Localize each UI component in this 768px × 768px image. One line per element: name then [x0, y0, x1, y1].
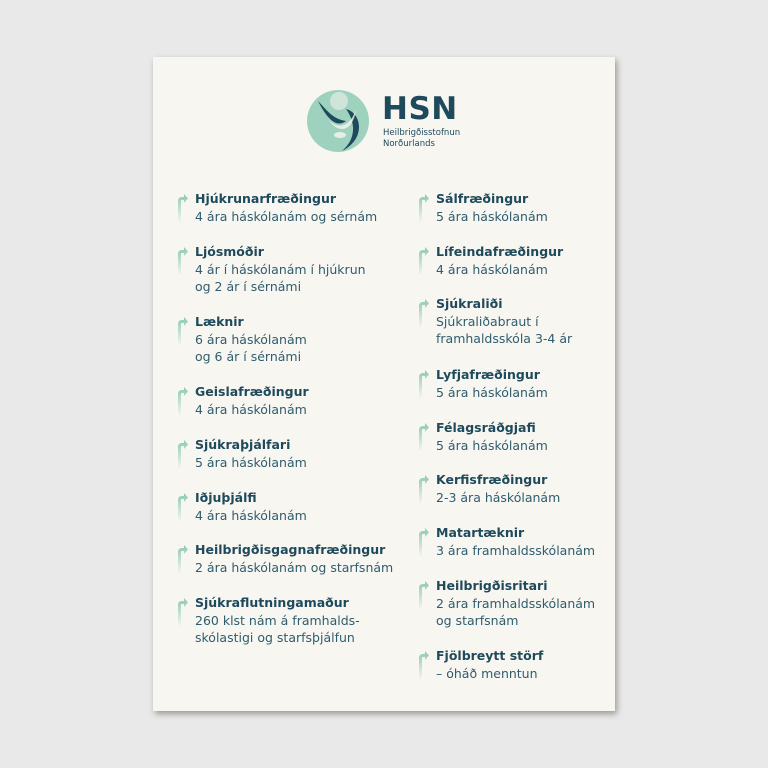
list-item: [436, 243, 646, 278]
item-description: 3 ára framhaldsskólanám: [436, 542, 596, 558]
item-title: Iðjuþjálfi: [195, 490, 257, 505]
arrow-icon: [417, 246, 429, 280]
arrow-icon: [417, 422, 429, 456]
item-description: framhaldsskóla 3-4 ár: [436, 331, 573, 346]
arrow-icon: [176, 439, 188, 473]
item-title: Læknir: [195, 314, 244, 329]
item-description: 5 ára háskólanám: [436, 208, 548, 224]
list-item: [436, 190, 646, 225]
arrow-icon: [417, 474, 429, 508]
item-description: – óháð menntun: [436, 665, 538, 681]
item-description: 4 ára háskólanám: [195, 401, 307, 417]
hsn-logo-icon: [306, 89, 370, 153]
item-title: Ljósmóðir: [195, 244, 264, 259]
logo-subtitle-2: Norðurlands: [383, 139, 435, 149]
item-title: Lyfjafræðingur: [436, 367, 540, 382]
item-description: og starfsnám: [436, 613, 519, 628]
item-title: Hjúkrunarfræðingur: [195, 191, 337, 206]
list-item: [195, 383, 405, 418]
list-item: [195, 243, 405, 296]
item-title: Sjúkraliði: [436, 296, 503, 311]
item-description: 4 ára háskólanám: [436, 261, 548, 277]
arrow-icon: [417, 527, 429, 561]
item-title: Fjölbreytt störf: [436, 648, 544, 663]
arrow-icon: [176, 597, 188, 631]
item-description: 2-3 ára háskólanám: [436, 489, 561, 505]
arrow-icon: [176, 246, 188, 280]
item-title: Heilbrigðisritari: [436, 578, 548, 593]
item-description: og 6 ár í sérnámi: [195, 349, 302, 364]
arrow-icon: [176, 193, 188, 227]
item-description: 5 ára háskólanám: [195, 454, 307, 470]
logo-subtitle-1: Heilbrigðisstofnun: [383, 128, 461, 138]
item-description: 260 klst nám á framhalds-: [195, 612, 360, 628]
logo-wordmark: HSN: [382, 91, 458, 127]
item-description: 2 ára háskólanám og starfsnám: [195, 559, 394, 575]
item-title: Heilbrigðisgagnafræðingur: [195, 542, 386, 557]
arrow-icon: [417, 193, 429, 227]
list-item: [436, 577, 646, 630]
item-description: Sjúkraliðabraut í: [436, 313, 539, 329]
item-description: skólastigi og starfsþjálfun: [195, 630, 355, 645]
item-description: 6 ára háskólanám: [195, 331, 307, 347]
list-item: [195, 541, 405, 576]
item-title: Matartæknir: [436, 525, 525, 540]
list-item: [436, 295, 646, 348]
list-item: [195, 594, 405, 647]
item-description: 5 ára háskólanám: [436, 437, 548, 453]
arrow-icon: [417, 298, 429, 332]
item-title: Sálfræðingur: [436, 191, 529, 206]
arrow-icon: [176, 386, 188, 420]
list-item: [436, 419, 646, 454]
item-title: Sjúkraflutningamaður: [195, 595, 349, 610]
arrow-icon: [417, 650, 429, 684]
list-item: [436, 647, 646, 682]
list-item: [436, 471, 646, 506]
list-item: [436, 524, 646, 559]
arrow-icon: [176, 492, 188, 526]
arrow-icon: [417, 369, 429, 403]
list-item: [195, 489, 405, 524]
item-title: Kerfisfræðingur: [436, 472, 548, 487]
list-item: [195, 436, 405, 471]
list-item: [436, 366, 646, 401]
arrow-icon: [176, 316, 188, 350]
item-description: og 2 ár í sérnámi: [195, 279, 302, 294]
item-description: 4 ára háskólanám: [195, 507, 307, 523]
item-title: Geislafræðingur: [195, 384, 309, 399]
list-item: [195, 313, 405, 366]
arrow-icon: [417, 580, 429, 614]
item-description: 5 ára háskólanám: [436, 384, 548, 400]
arrow-icon: [176, 544, 188, 578]
item-description: 4 ár í háskólanám í hjúkrun: [195, 261, 366, 277]
list-item: [195, 190, 405, 225]
item-description: 2 ára framhaldsskólanám: [436, 595, 596, 611]
item-title: Lífeindafræðingur: [436, 244, 564, 259]
item-title: Félagsráðgjafi: [436, 420, 536, 435]
item-description: 4 ára háskólanám og sérnám: [195, 208, 378, 224]
item-title: Sjúkraþjálfari: [195, 437, 291, 452]
